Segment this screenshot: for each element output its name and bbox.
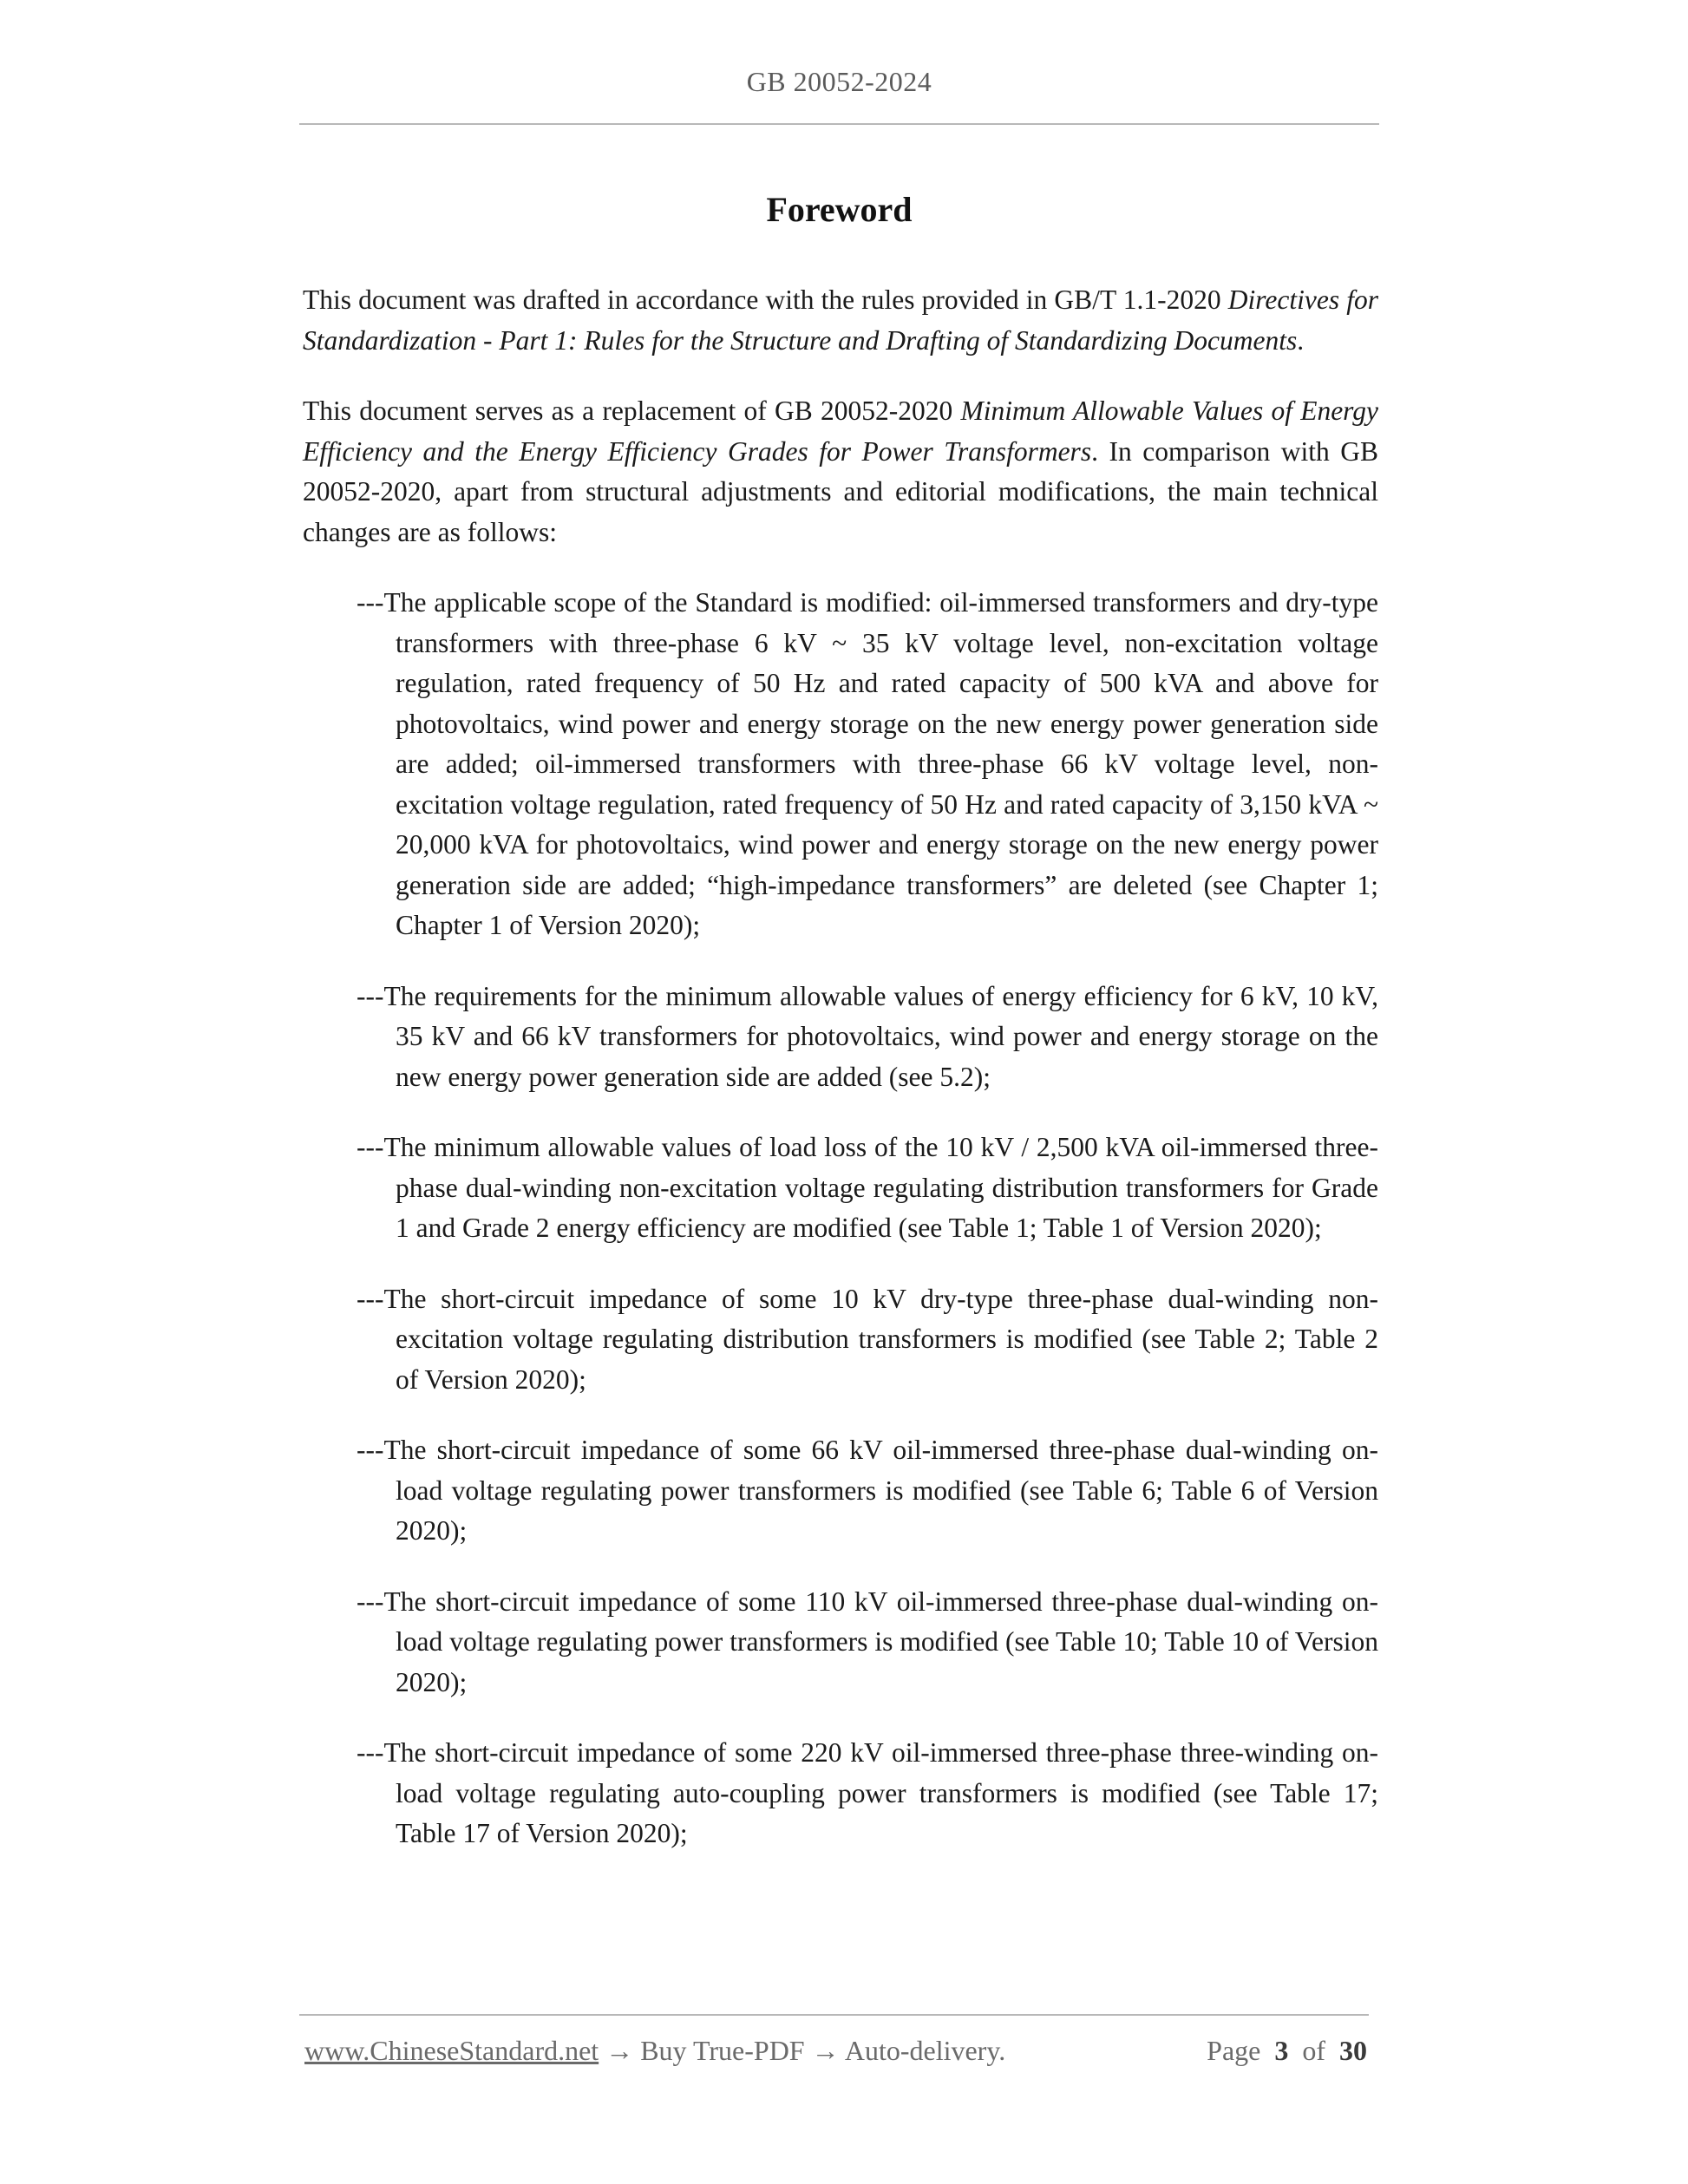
footer-divider	[299, 2014, 1369, 2016]
change-item: ---The short-circuit impedance of some 66 kV oil-immersed three-phase dual-winding on-load voltage regulating power transformers is modified (see Table 6; Table 6 of Version 2020);	[357, 1435, 1378, 1546]
footer-promo	[304, 2035, 1005, 2067]
cited-document-title: Minimum Allowable Values of Energy Efficiency and the Energy Efficiency Grades for Power Transformers	[303, 396, 1378, 467]
page-total: 30	[1339, 2035, 1367, 2066]
change-item: ---The requirements for the minimum allowable values of energy efficiency for 6 kV, 10 kV, 35 kV and 66 kV transformers for photovoltaics, wind power and energy storage on the new energy power generation side are added (see 5.2);	[357, 980, 1378, 1092]
running-header: GB 20052-2024	[746, 66, 932, 97]
paragraph-text: .	[1297, 324, 1305, 356]
page-indicator	[1207, 2035, 1367, 2067]
paragraph-text: . In comparison with GB 20052-2020, apart from structural adjustments and editorial modifications, the main technical changes are as follows:	[303, 435, 1378, 547]
paragraph-replacement	[303, 391, 1378, 553]
arrow-right-icon: →	[605, 2035, 634, 2066]
document-body	[303, 280, 1378, 1885]
change-item: ---The short-circuit impedance of some 110 kV oil-immersed three-phase dual-winding on-load voltage regulating power transformers is modified (see Table 10; Table 10 of Version 2020);	[357, 1586, 1378, 1697]
cited-document-title: Directives for Standardization - Part 1: Rules for the Structure and Drafting of Standardizing Documents	[303, 284, 1378, 356]
paragraph-text: This document serves as a replacement of GB 20052-2020	[303, 396, 961, 426]
section-title: Foreword	[766, 190, 913, 229]
arrow-right-icon: →	[811, 2035, 840, 2066]
header-divider	[299, 123, 1379, 125]
change-item: ---The minimum allowable values of load loss of the 10 kV / 2,500 kVA oil-immersed three-phase dual-winding non-excitation voltage regulating distribution transformers for Grade 1 and Grade 2 energy efficiency are modified (see Table 1; Table 1 of Version 2020);	[357, 1132, 1378, 1243]
buy-pdf-text: Buy True-PDF	[640, 2035, 805, 2066]
of-label: of	[1302, 2035, 1325, 2066]
changes-list	[303, 583, 1378, 1854]
page-label: Page	[1207, 2035, 1261, 2066]
paragraph-text: This document was drafted in accordance with the rules provided in GB/T 1.1-2020	[303, 284, 1228, 315]
page-number: 3	[1274, 2035, 1289, 2066]
change-item: ---The short-circuit impedance of some 10 kV dry-type three-phase dual-winding non-excitation voltage regulating distribution transformers is modified (see Table 2; Table 2 of Version 2020);	[357, 1283, 1378, 1395]
change-item: ---The short-circuit impedance of some 220 kV oil-immersed three-phase three-winding on-load voltage regulating auto-coupling power transformers is modified (see Table 17; Table 17 of Version 2020);	[357, 1737, 1378, 1848]
website-link[interactable]: www.ChineseStandard.net	[304, 2035, 599, 2066]
change-item: ---The applicable scope of the Standard is modified: oil-immersed transformers and dry-type transformers with three-phase 6 kV ~ 35 kV voltage level, non-excitation voltage regulation, rated frequency of 50 Hz and rated capacity of 500 kVA and above for photovoltaics, wind power and energy storage on the new energy power generation side are added; oil-immersed transformers with three-phase 66 kV voltage level, non-excitation voltage regulation, rated frequency of 50 Hz and rated capacity of 3,150 kVA ~ 20,000 kVA for photovoltaics, wind power and energy storage on the new energy power generation side are added; “high-impedance transformers” are deleted (see Chapter 1; Chapter 1 of Version 2020);	[357, 587, 1378, 940]
auto-delivery-text: Auto-delivery.	[844, 2035, 1006, 2066]
paragraph-drafting-rules	[303, 280, 1378, 361]
